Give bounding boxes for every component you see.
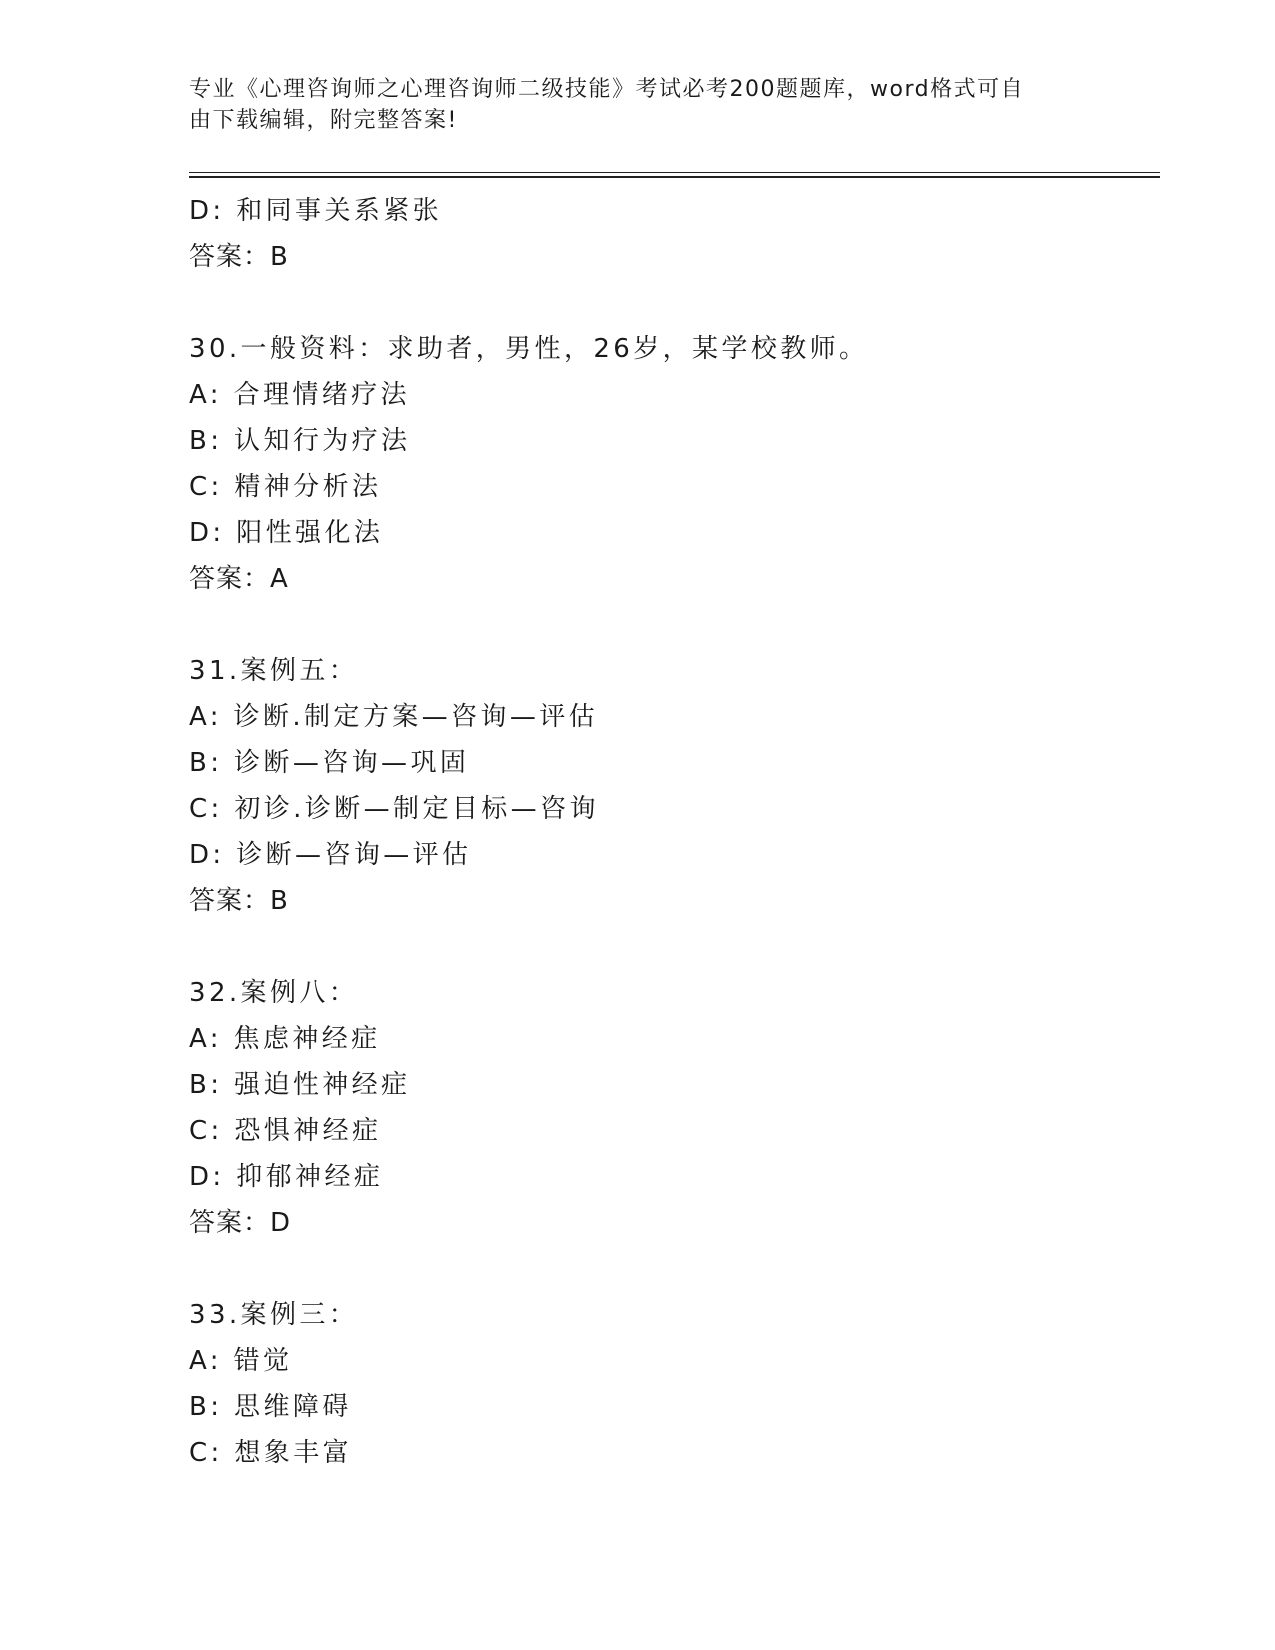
option-line: D: 抑郁神经症: [189, 1162, 384, 1192]
block-spacer: [189, 1246, 1149, 1292]
answer-line: 答案：B: [189, 886, 289, 916]
option-line: D: 阳性强化法: [189, 518, 384, 548]
option-line: C: 恐惧神经症: [189, 1116, 382, 1146]
answer-line: 答案：B: [189, 242, 289, 272]
question-stem: 30.一般资料：求助者，男性，26岁，某学校教师。: [189, 334, 869, 364]
answer-line: 答案：A: [189, 564, 289, 594]
option-line: D: 和同事关系紧张: [189, 196, 443, 226]
question-block: [189, 188, 1149, 280]
question-block: [189, 648, 1149, 924]
header-line-2: 由下载编辑，附完整答案!: [189, 108, 458, 133]
option-line: B: 强迫性神经症: [189, 1070, 411, 1100]
answer-line: 答案：D: [189, 1208, 292, 1238]
option-line: A: 诊断.制定方案—咨询—评估: [189, 702, 599, 732]
question-content: [189, 188, 1149, 1476]
block-spacer: [189, 924, 1149, 970]
header-line-1: 专业《心理咨询师之心理咨询师二级技能》考试必考200题题库，word格式可自: [189, 77, 1025, 102]
option-line: B: 认知行为疗法: [189, 426, 411, 456]
option-line: B: 思维障碍: [189, 1392, 352, 1422]
question-block: [189, 326, 1149, 602]
question-stem: 33.案例三：: [189, 1300, 359, 1330]
option-line: A: 错觉: [189, 1346, 293, 1376]
option-line: C: 想象丰富: [189, 1438, 352, 1468]
block-spacer: [189, 602, 1149, 648]
question-block: [189, 1292, 1149, 1476]
block-spacer: [189, 280, 1149, 326]
option-line: C: 初诊.诊断—制定目标—咨询: [189, 794, 599, 824]
option-line: C: 精神分析法: [189, 472, 382, 502]
question-stem: 32.案例八：: [189, 978, 359, 1008]
option-line: B: 诊断—咨询—巩固: [189, 748, 470, 778]
option-line: A: 合理情绪疗法: [189, 380, 410, 410]
question-stem: 31.案例五：: [189, 656, 359, 686]
header-divider-thick: [189, 176, 1160, 178]
option-line: D: 诊断—咨询—评估: [189, 840, 472, 870]
option-line: A: 焦虑神经症: [189, 1024, 381, 1054]
header-divider-thin: [189, 172, 1160, 173]
document-header: [189, 74, 1089, 136]
question-block: [189, 970, 1149, 1246]
